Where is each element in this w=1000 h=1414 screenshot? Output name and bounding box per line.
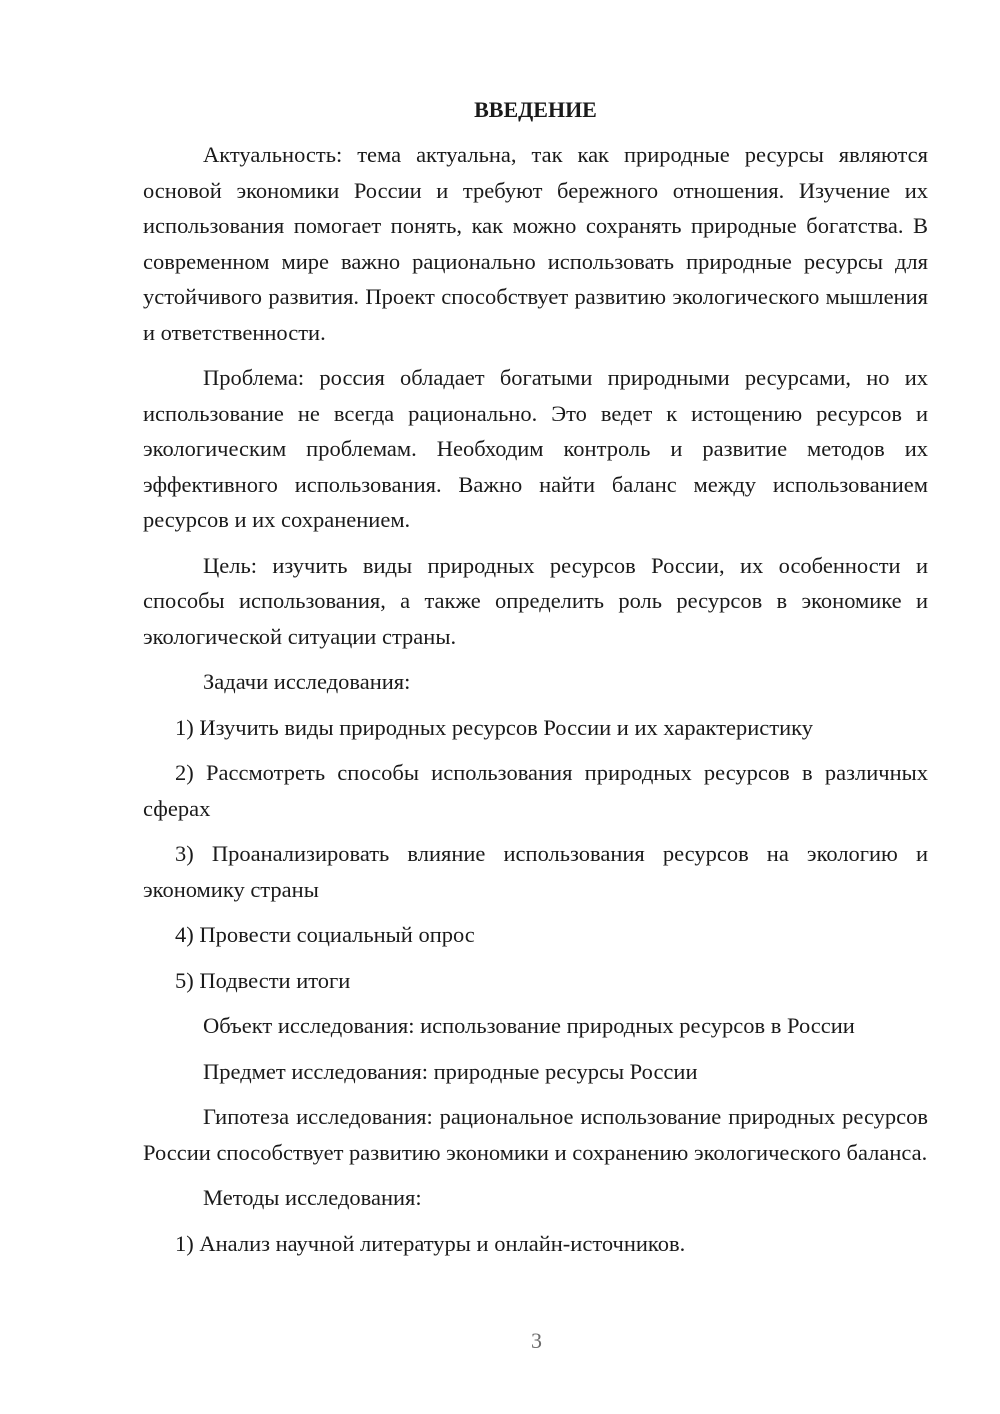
methods-heading: Методы исследования:	[203, 1185, 422, 1210]
object-paragraph: Объект исследования: использование природных ресурсов в России	[203, 1013, 855, 1038]
document-page	[143, 95, 928, 1261]
task-item-3: 3) Проанализировать влияние использования ресурсов на экологию и экономику страны	[143, 841, 928, 902]
section-title: ВВЕДЕНИЕ	[474, 97, 597, 122]
tasks-heading: Задачи исследования:	[203, 669, 411, 694]
task-item-1: 1) Изучить виды природных ресурсов России и их характеристику	[175, 714, 814, 740]
goal-paragraph: Цель: изучить виды природных ресурсов России, их особенности и способы использования, а также определить роль ресурсов в экономике и экологической ситуации страны.	[143, 552, 928, 649]
task-item-5: 5) Подвести итоги	[175, 967, 351, 993]
task-item-4: 4) Провести социальный опрос	[175, 922, 475, 947]
subject-paragraph: Предмет исследования: природные ресурсы России	[203, 1058, 698, 1084]
relevance-paragraph: Актуальность: тема актуальна, так как природные ресурсы являются основой экономики России и требуют бережного отношения. Изучение их использования помогает понять, как можно сохранять природные богатства. В современном мире важно рационально использовать природные ресурсы для устойчивого развития. Проект способствует развитию экологического мышления и ответственности.	[143, 142, 928, 345]
problem-paragraph: Проблема: россия обладает богатыми природными ресурсами, но их использование не всегда рационально. Это ведет к истощению ресурсов и экологическим проблемам. Необходим контроль и развитие методов их эффективного использования. Важно найти баланс между использованием ресурсов и их сохранением.	[143, 365, 928, 532]
method-item-1: 1) Анализ научной литературы и онлайн-источников.	[175, 1230, 686, 1256]
page-number: 3	[531, 1328, 542, 1353]
task-item-2: 2) Рассмотреть способы использования природных ресурсов в различных сферах	[143, 760, 928, 821]
hypothesis-paragraph: Гипотеза исследования: рациональное использование природных ресурсов России способствует развитию экономики и сохранению экологического баланса.	[143, 1104, 928, 1165]
